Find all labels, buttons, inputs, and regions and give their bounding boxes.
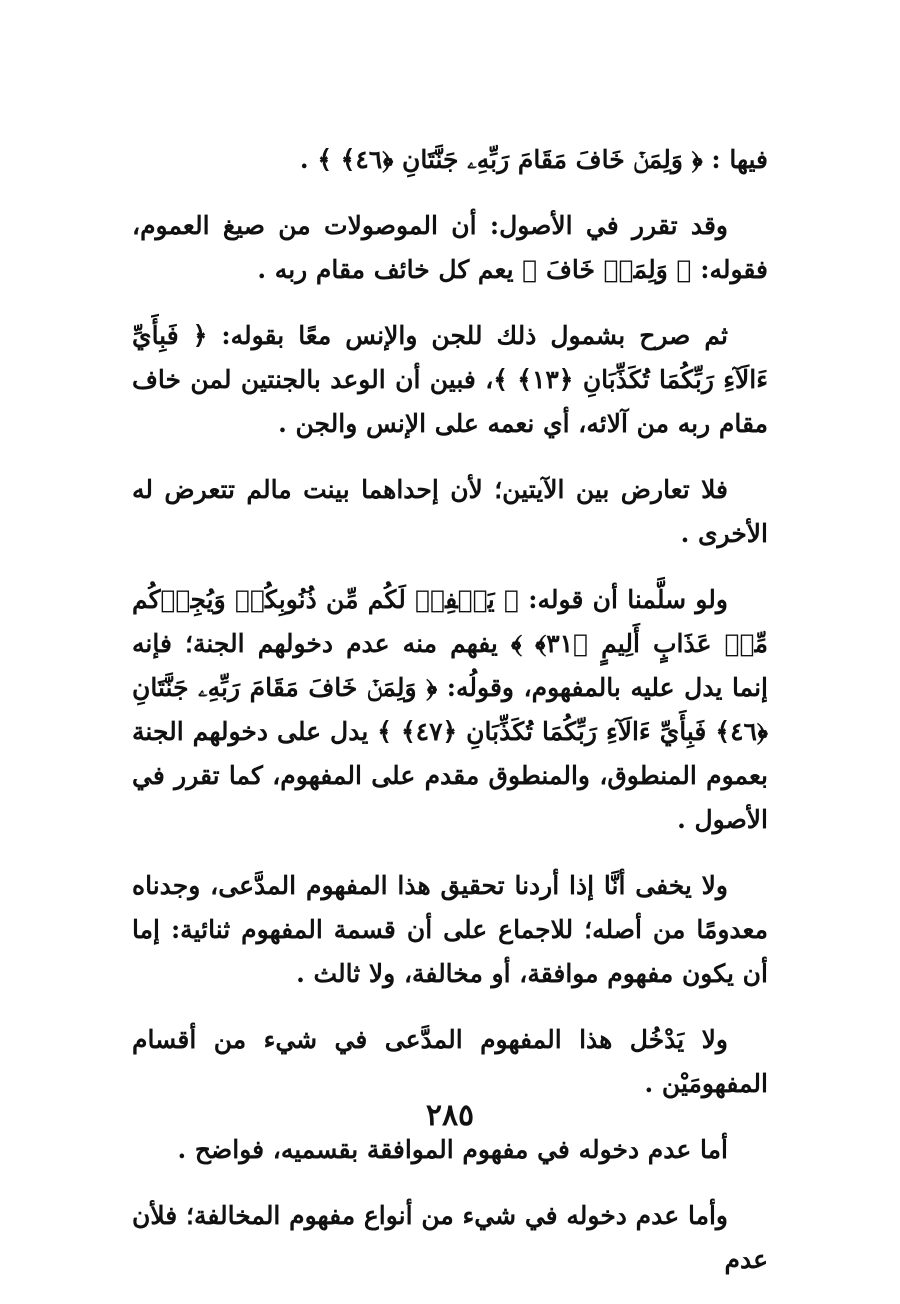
paragraph-9: وأما عدم دخوله في شيء من أنواع مفهوم المخالفة؛ فلأن عدم: [132, 1201, 768, 1274]
paragraph-5: ولو سلَّمنا أن قوله: ﴿ يَغۡفِرۡ لَكُم مِّن ذُنُوبِكُمۡ وَيُجِرۡكُم مِّنۡ عَذَابٍ أَلِيمٍ ﴿٣١﴾ ﴾ يفهم منه عدم دخولهم الجنة؛ فإنه إنما يدل عليه بالمفهوم، وقولُه: ﴿ وَلِمَنۡ خَافَ مَقَامَ رَبِّهِۦ جَنَّتَانِ ﴿٤٦﴾ فَبِأَيِّ ءَالَآءِ رَبِّكُمَا تُكَذِّبَانِ ﴿٤٧﴾ ﴾ يدل على دخولهم الجنة بعموم المنطوق، والمنطوق مقدم على المفهوم، كما تقرر في الأصول .: [132, 585, 768, 834]
paragraph-4: فلا تعارض بين الآيتين؛ لأن إحداهما بينت مالم تتعرض له الأخرى .: [132, 475, 768, 548]
paragraph-3: ثم صرح بشمول ذلك للجن والإنس معًا بقوله: ﴿ فَبِأَيِّ ءَالَآءِ رَبِّكُمَا تُكَذِّبَانِ ﴿١٣﴾ ﴾، فبين أن الوعد بالجنتين لمن خاف مقام ربه من آلائه، أي نعمه على الإنس والجن .: [132, 321, 769, 438]
paragraph-1: فيها : ﴿ وَلِمَنۡ خَافَ مَقَامَ رَبِّهِۦ جَنَّتَانِ ﴿٤٦﴾ ﴾ .: [299, 145, 768, 174]
paragraph-2: وقد تقرر في الأصول: أن الموصولات من صيغ العموم، فقوله: ﴿ وَلِمَنۡ خَافَ ﴾ يعم كل خائف مقام ربه .: [132, 211, 768, 284]
paragraph-8: أما عدم دخوله في مفهوم الموافقة بقسميه، فواضح .: [177, 1135, 728, 1164]
page-number: ٢٨٥: [425, 1098, 475, 1133]
paragraph-7: ولا يَدْخُل هذا المفهوم المدَّعى في شيء من أقسام المفهومَيْن .: [132, 1025, 768, 1098]
paragraph-6: ولا يخفى أنَّا إذا أردنا تحقيق هذا المفهوم المدَّعى، وجدناه معدومًا من أصله؛ للاجماع على أن قسمة المفهوم ثنائية: إما أن يكون مفهوم موافقة، أو مخالفة، ولا ثالث .: [132, 871, 768, 988]
